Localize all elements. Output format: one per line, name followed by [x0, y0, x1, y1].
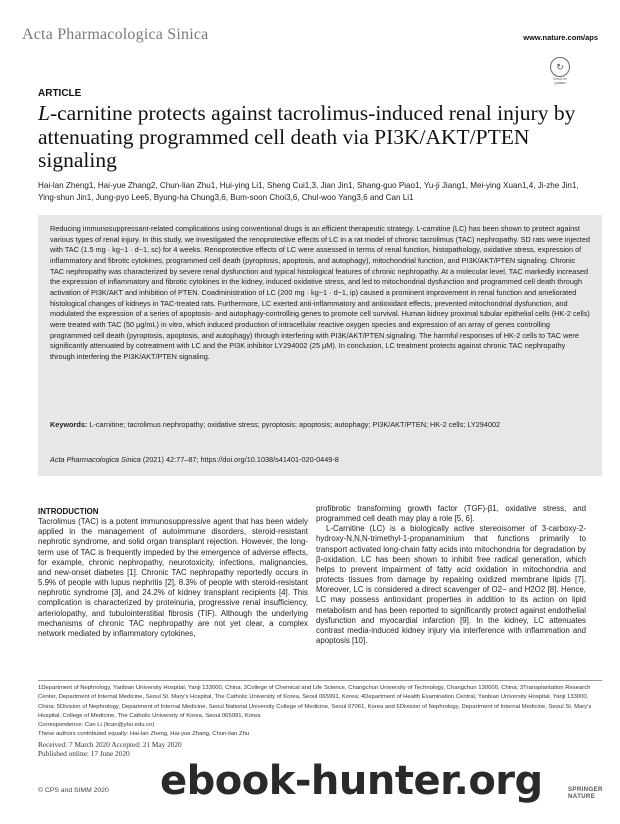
intro-paragraph: Tacrolimus (TAC) is a potent immunosuppressive agent that has been widely applied in the management of autoimmune disorders, steroid-resistant nephrotic syndrome, and solid organ transplant rejection. However, the long-term use of TAC is frequently impeded by the emergence of adverse effects, for example, chronic nephropathy, neurotoxicity, infections, malignancies, and new-onset diabetes [1]. Chronic TAC nephropathy reportedly occurs in 5.9% of people with lupus nephritis [2], 8.3% of people with steroid-resistant nephrotic syndrome [3], and 24.2% of kidney transplant recipients [4]. This complication is characterized by proteinuria, progressive renal insufficiency, arteriolopathy, and tubulointerstitial fibrosis (TIF). Although the underlying mechanisms of chronic TAC nephropathy are not yet clear, a complex network mediated by inflammatory cytokines, [38, 517, 308, 638]
update-icon: ↻ [550, 57, 570, 77]
journal-website[interactable]: www.nature.com/aps [523, 33, 598, 42]
citation-doi[interactable]: (2021) 42:77–87; https://doi.org/10.1038/s41401-020-0449-8 [142, 455, 339, 464]
intro-paragraph: L-Carnitine (LC) is a biologically active stereoisomer of 3-carboxy-2-hydroxy-N,N,N-trimethyl-1-propanaminium that functions primarily to transport activated long-chain fatty acids into mitochondria for degradation by β-oxidation. LC has been shown to inhibit free radical generation, which helps to prevent impairment of fatty acid oxidation in mitochondria and protects tissues from damage by repairing oxidized membrane lipids [7]. Moreover, LC is considered a direct scavenger of O2− and H2O2 [8]. Hence, LC may possess antioxidant properties in addition to its action on lipid metabolism and has been reported to significantly protect against endothelial dysfunction and myocardial infarction [9]. In the kidney, LC attenuates contrast media-induced kidney injury via interference with inflammation and apoptosis [10]. [316, 524, 586, 646]
article-title [38, 102, 598, 173]
affiliations [38, 684, 602, 740]
badge-label: Check for updates [553, 77, 567, 85]
author-list: Hai-lan Zheng1, Hai-yue Zhang2, Chun-lian Zhu1, Hui-ying Li1, Sheng Cui1,3, Jian Jin1, Shang-guo Piao1, Yu-ji Jiang1, Mei-ying Xuan1,4, Ji-zhe Jin1, Ying-shun Jin1, Jung-pyo Lee5, Byung-ha Chung3,6, Bum-soon Choi3,6, Chul-woo Yang3,6 and Can Li1 [38, 181, 579, 203]
intro-column-left [38, 507, 308, 639]
footnote-divider [38, 680, 602, 681]
title-italic-prefix: L [38, 101, 50, 125]
citation-journal: Acta Pharmacologica Sinica [50, 455, 141, 464]
publisher-logo: SPRINGER NATURE [568, 786, 603, 800]
publication-dates [38, 740, 182, 759]
published-date: Published online: 17 June 2020 [38, 749, 130, 759]
citation-line [50, 455, 590, 464]
received-accepted-date: Received: 7 March 2020 Accepted: 21 May 2020 [38, 740, 182, 749]
affiliation-text: 1Department of Nephrology, Yanbian University Hospital, Yanji 133000, China; 2College of Chemical and Life Science, Changchun University of Technology, Changchun 130000, China; 3Transplantation Research Center, Department of Internal Medicine, Seoul St. Mary's Hospital, The Catholic University of Korea, Seoul 065991, Korea; 4Department of Health Examination Central, Yanbian University Hospital, Yanji 133000, China; 5Division of Nephrology, Department of Internal Medicine, Seoul National University College of Medicine, Seoul 07061, Korea and 6Division of Nephrology, Department of Internal Medicine, Seoul St. Mary's Hospital, College of Medicine, The Catholic University of Korea, Seoul 065991, Korea [38, 685, 592, 719]
title-text: -carnitine protects against tacrolimus-induced renal injury by attenuating programmed cell death via PI3K/AKT/PTEN signaling [38, 101, 576, 172]
keywords-text: L-carnitine; tacrolimus nephropathy; oxidative stress; pyroptosis; apoptosis; autophagy; PI3K/AKT/PTEN; HK-2 cells; LY294002 [89, 420, 501, 429]
abstract-text: Reducing immunosuppressant-related complications using conventional drugs is an efficient therapeutic strategy. L-carnitine (LC) has been shown to protect against various types of renal injury. In this study, we investigated the renoprotective effects of LC in a rat model of chronic tacrolimus (TAC) nephropathy. SD rats were injected with TAC (1.5 mg · kg−1 · d−1, sc) for 4 weeks. Renoprotective effects of LC were assessed in terms of renal function, histopathology, oxidative stress, expression of inflammatory and fibrotic cytokines, programmed cell death (pyroptosis, apoptosis, and autophagy), mitochondrial function, and PI3K/AKT/PTEN signaling. Chronic TAC nephropathy was characterized by severe renal dysfunction and typical histological features of chronic nephropathy. At a molecular level, TAC markedly increased the expression of inflammatory and fibrotic cytokines in the kidney, induced oxidative stress, and led to mitochondrial dysfunction and programmed cell death through activation of PI3K/AKT and inhibition of PTEN. Coadministration of LC (200 mg · kg−1 · d−1, ip) caused a prominent improvement in renal function and ameliorated histological changes of kidneys in TAC-treated rats. Furthermore, LC exerted anti-inflammatory and antioxidant effects, prevented mitochondrial dysfunction, and modulated the expression of a series of apoptosis- and autophagy-controlling genes to promote cell survival. Human kidney proximal tubular epithelial cells (HK-2 cells) were treated with TAC (50 μg/mL) in vitro, which induced production of intracellular reactive oxygen species and expression of an array of genes controlling programmed cell death (pyroptosis, apoptosis, and autophagy) through interfering with PI3K/AKT/PTEN signaling. The harmful responses of HK-2 cells to TAC were significantly attenuated by cotreatment with LC and the PI3K inhibitor LY294002 (25 μM). In conclusion, LC treatment protects against chronic TAC nephropathy through interfering the PI3K/AKT/PTEN signaling. [50, 224, 590, 361]
correspondence: Correspondence: Can Li (lican@ybu.edu.cn) [38, 722, 155, 729]
copyright-notice: © CPS and SIMM 2020 [38, 787, 109, 794]
keywords-label: Keywords: [50, 420, 88, 429]
keywords [50, 420, 590, 431]
journal-name: Acta Pharmacologica Sinica [22, 26, 209, 43]
check-for-updates-badge[interactable] [548, 57, 572, 87]
section-heading: INTRODUCTION [38, 507, 99, 516]
article-type-label: ARTICLE [38, 88, 82, 99]
intro-paragraph: profibrotic transforming growth factor (TGF)-β1, oxidative stress, and programmed cell death may play a role [5, 6]. [316, 504, 586, 524]
equal-contribution-note: These authors contributed equally: Hai-lan Zheng, Hai-yue Zhang, Chun-lian Zhu [38, 731, 250, 738]
watermark: ebook-hunter.org [160, 758, 543, 804]
intro-column-right [316, 504, 586, 646]
